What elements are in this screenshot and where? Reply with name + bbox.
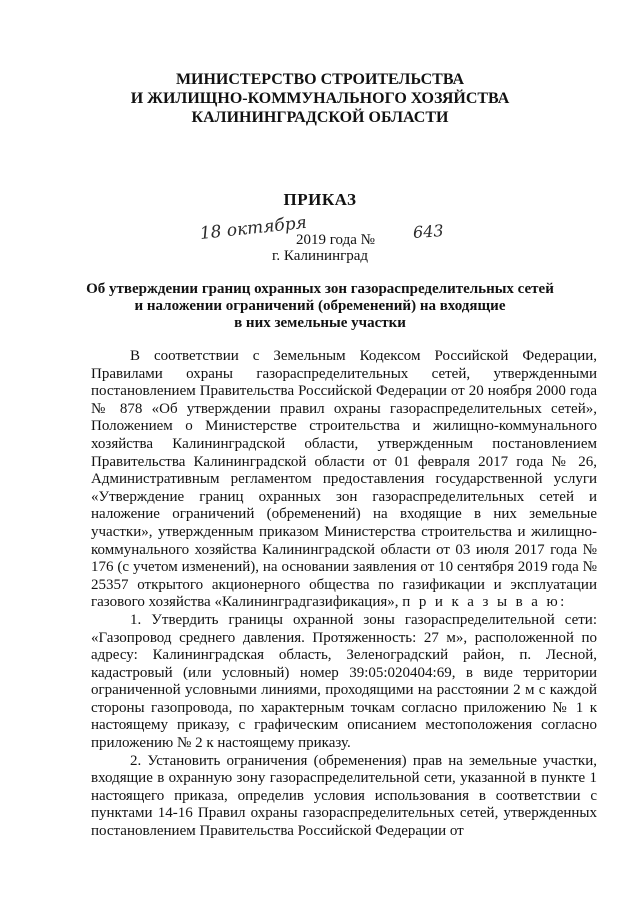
decree-word: п р и к а з ы в а ю: [402, 594, 567, 611]
ministry-header [0, 70, 640, 127]
document-body [91, 348, 597, 841]
subject-line: и наложении ограничений (обременений) на входящие [134, 298, 506, 314]
handwritten-number: 643 [412, 220, 445, 243]
ministry-line: И ЖИЛИЩНО-КОММУНАЛЬНОГО ХОЗЯЙСТВА [130, 90, 510, 107]
ministry-line: МИНИСТЕРСТВО СТРОИТЕЛЬСТВА [175, 71, 465, 88]
ministry-line: КАЛИНИНГРАДСКОЙ ОБЛАСТИ [191, 109, 449, 126]
typed-date: 2019 года № [296, 232, 375, 248]
item-2-paragraph: 2. Установить ограничения (обременения) прав на земельные участки, входящие в охранную зону газораспределительной сети, указанной в пункте 1 настоящего приказа, определив условия использования в соответствии с пунктами 14-16 Правил охраны газораспределительных сетей, утвержденных постановлением Правительства Российской Федерации от [91, 752, 597, 840]
document-subject [0, 281, 640, 332]
subject-line: Об утверждении границ охранных зон газораспределительных сетей [86, 281, 554, 297]
preamble-text: В соответствии с Земельным Кодексом Российской Федерации, Правилами охраны газораспределительных сетей, утвержденными постановлением Правительства Российской Федерации от 20 ноября 2000 года № 878 «Об утверждении правил охраны газораспределительных сетей», Положением о Министерстве строительства и жилищно-коммунального хозяйства Калининградской области, утвержденным постановлением Правительства Калининградской области от 01 февраля 2017 года № 26, Административным регламентом предоставления государственной услуги «Утверждение границ охранных зон газораспределительных сетей и наложение ограничений (обременений) на входящие в них земельные участки», утвержденным приказом Министерства строительства и жилищно-коммунального хозяйства Калининградской области от 03 июля 2017 года № 176 (с учетом изменений), на основании заявления от 10 сентября 2019 года № 25357 открытого акционерного общества по газификации и эксплуатации газового хозяйства «Калининградгазификация», [91, 348, 597, 611]
subject-line: в них земельные участки [234, 315, 406, 331]
document-type-title: ПРИКАЗ [283, 190, 357, 209]
item-1-paragraph: 1. Утвердить границы охранной зоны газораспределительной сети: «Газопровод среднего давления. Протяженность: 27 м», расположенной по адресу: Калининградская область, Зеленоградский район, п. Лесной, кадастровый (или условный) номер 39:05:020404:69, в виде территории ограниченной условными линиями, проходящими на расстоянии 2 м с каждой стороны газопровода, по характерным точкам согласно приложению № 1 к настоящему приказу, с графическим описанием местоположения согласно приложению № 2 к настоящему приказу. [91, 611, 597, 752]
city-line: г. Калининград [271, 248, 369, 264]
preamble-paragraph [91, 348, 597, 612]
handwritten-date: 18 октября [198, 212, 308, 244]
